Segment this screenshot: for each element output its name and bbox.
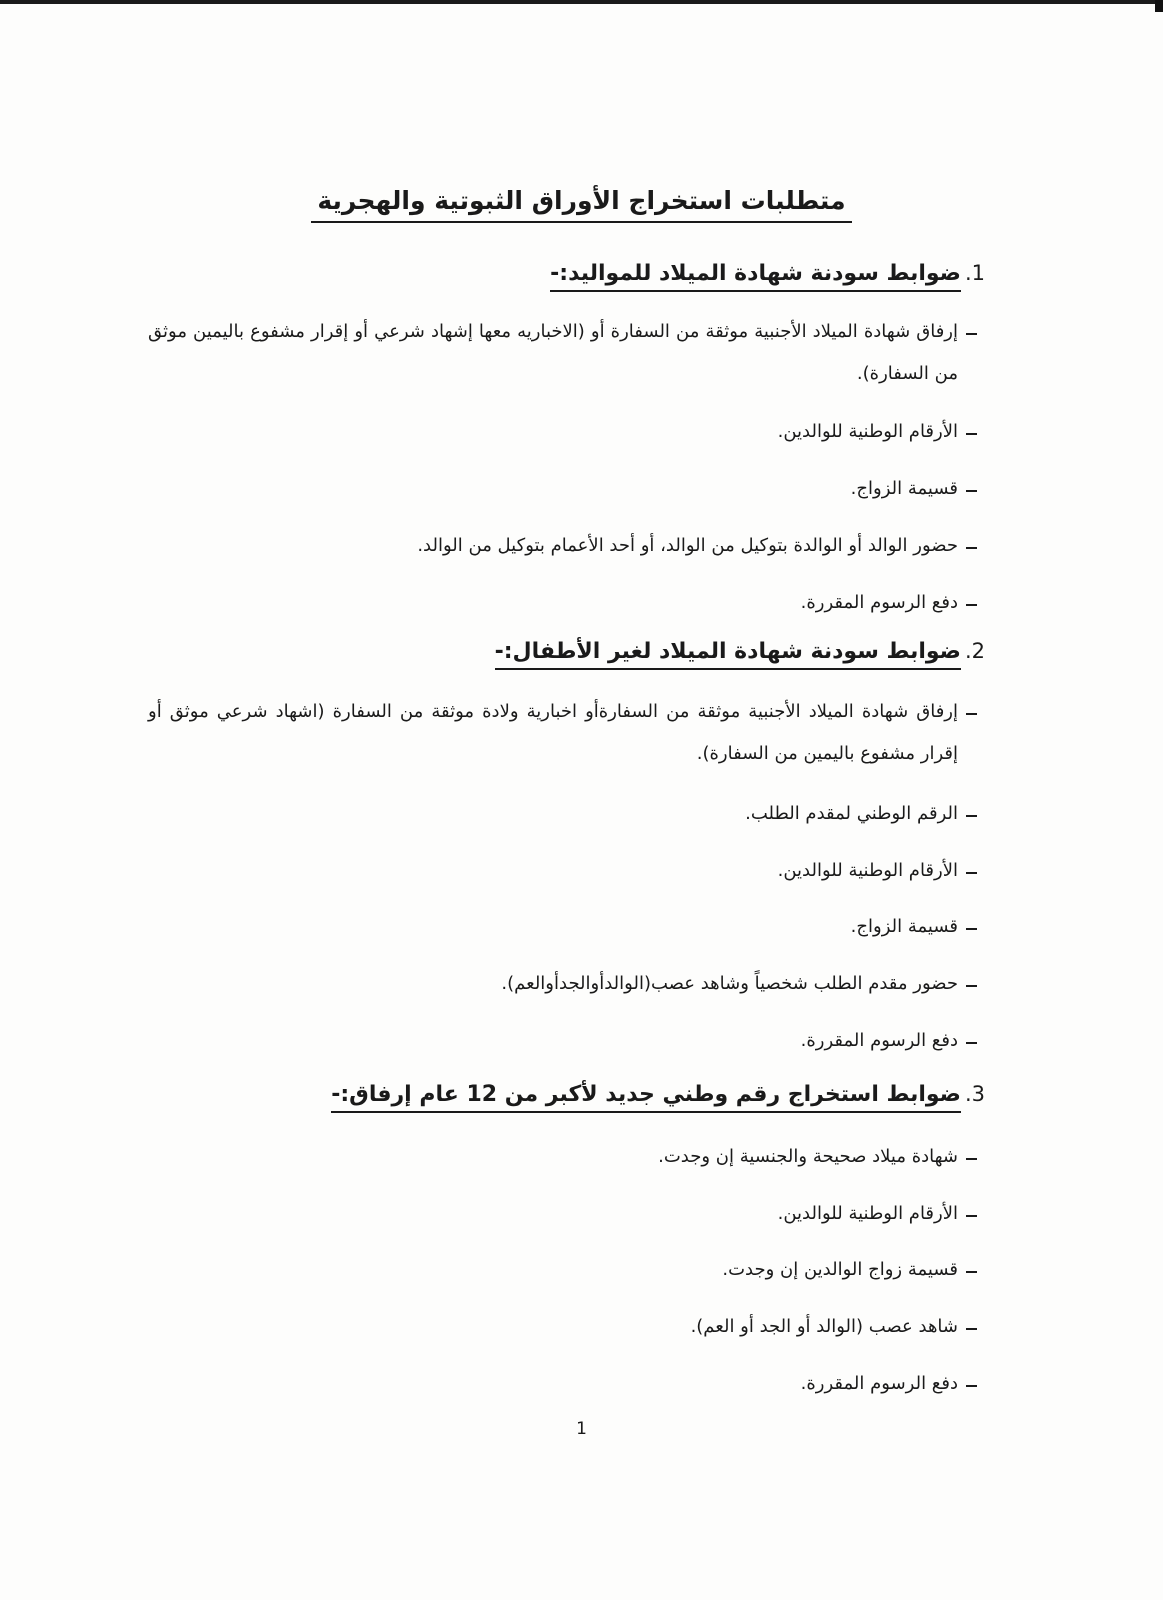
bullet-dash bbox=[966, 1328, 977, 1330]
section-heading-text: ضوابط استخراج رقم وطني جديد لأكبر من 12 عام إرفاق:- bbox=[331, 1082, 961, 1113]
list-item: قسيمة الزواج. bbox=[850, 916, 958, 937]
list-item: دفع الرسوم المقررة. bbox=[800, 1373, 958, 1394]
page-number: 1 bbox=[576, 1419, 587, 1439]
bullet-dash bbox=[966, 1271, 977, 1273]
list-item: قسيمة الزواج. bbox=[850, 478, 958, 499]
bullet-dash bbox=[966, 547, 977, 549]
list-item: قسيمة زواج الوالدين إن وجدت. bbox=[722, 1259, 958, 1280]
list-item: شهادة ميلاد صحيحة والجنسية إن وجدت. bbox=[658, 1146, 958, 1167]
list-item: حضور الوالد أو الوالدة بتوكيل من الوالد، أو أحد الأعمام بتوكيل من الوالد. bbox=[417, 535, 958, 556]
list-item: الرقم الوطني لمقدم الطلب. bbox=[745, 803, 958, 824]
list-item: دفع الرسوم المقررة. bbox=[800, 1030, 958, 1051]
list-item: الأرقام الوطنية للوالدين. bbox=[777, 860, 958, 881]
list-item: حضور مقدم الطلب شخصياً وشاهد عصب(الوالدأوالجدأوالعم). bbox=[501, 973, 958, 994]
section-number: 1. bbox=[964, 261, 985, 285]
section-heading-text: ضوابط سودنة شهادة الميلاد للمواليد:- bbox=[550, 261, 961, 292]
list-item: إرفاق شهادة الميلاد الأجنبية موثقة من السفارةأو اخبارية ولادة موثقة من السفارة (اشهاد شرعي موثق أو إقرار مشفوع باليمين من السفارة). bbox=[148, 701, 958, 764]
list-item: الأرقام الوطنية للوالدين. bbox=[777, 1203, 958, 1224]
bullet-dash bbox=[966, 815, 977, 817]
list-item: إرفاق شهادة الميلاد الأجنبية موثقة من السفارة أو (الاخباريه معها إشهاد شرعي أو إقرار مشفوع باليمين موثق من السفارة). bbox=[148, 321, 958, 384]
section-heading-text: ضوابط سودنة شهادة الميلاد لغير الأطفال:- bbox=[495, 639, 961, 670]
section-heading-3 bbox=[331, 1082, 985, 1113]
bullet-dash bbox=[966, 490, 977, 492]
bullet-dash bbox=[966, 333, 977, 335]
list-item: الأرقام الوطنية للوالدين. bbox=[777, 421, 958, 442]
section-heading-2 bbox=[495, 639, 985, 670]
section-number: 2. bbox=[964, 639, 985, 663]
bullet-dash bbox=[966, 1042, 977, 1044]
bullet-dash bbox=[966, 928, 977, 930]
bullet-dash bbox=[966, 985, 977, 987]
section-heading-1 bbox=[550, 261, 985, 292]
bullet-dash bbox=[966, 604, 977, 606]
bullet-dash bbox=[966, 1215, 977, 1217]
list-item: شاهد عصب (الوالد أو الجد أو العم). bbox=[690, 1316, 958, 1337]
bullet-dash bbox=[966, 1385, 977, 1387]
bullet-dash bbox=[966, 872, 977, 874]
bullet-dash bbox=[966, 713, 977, 715]
document-title bbox=[0, 186, 1163, 223]
list-item: دفع الرسوم المقررة. bbox=[800, 592, 958, 613]
bullet-dash bbox=[966, 1158, 977, 1160]
section-number: 3. bbox=[964, 1082, 985, 1106]
bullet-dash bbox=[966, 433, 977, 435]
document-title-text: متطلبات استخراج الأوراق الثبوتية والهجرية bbox=[311, 186, 851, 223]
